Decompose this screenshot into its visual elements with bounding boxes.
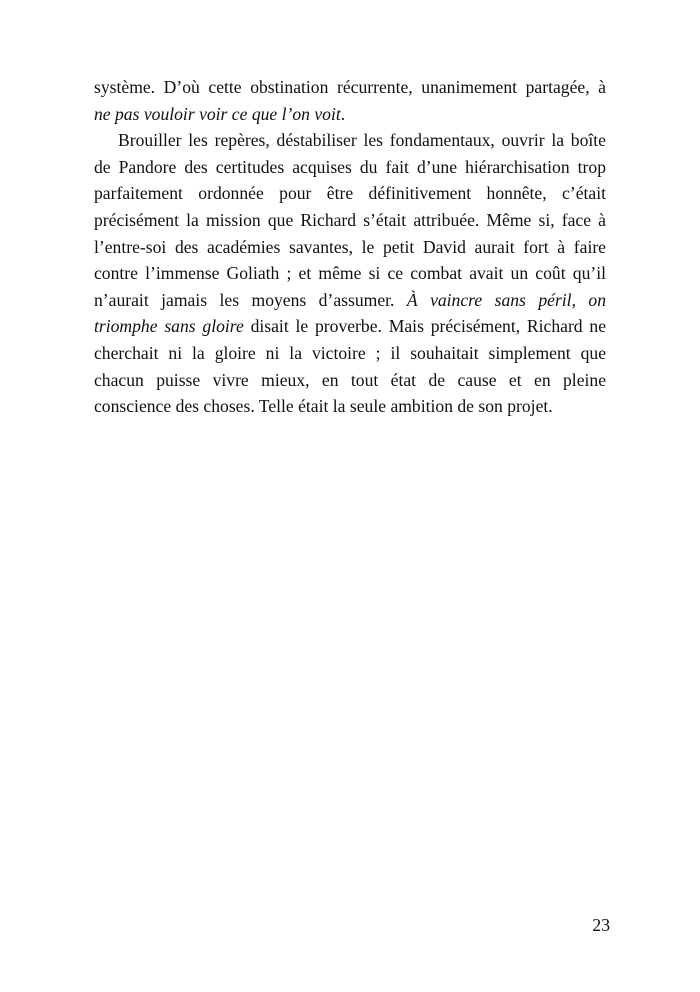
text-line: [94, 154, 606, 181]
text-line: [94, 340, 606, 367]
text-line: [94, 234, 606, 261]
text-line: [94, 207, 606, 234]
text-segment: parfaitement ordonnée pour être définitivement honnête, c’était: [94, 183, 606, 204]
text-segment: contre l’immense Goliath ; et même si ce combat avait un coût qu’il: [94, 263, 606, 284]
text-segment: précisément la mission que Richard s’était attribuée. Même si, face à: [94, 209, 606, 230]
text-segment: .: [340, 103, 346, 124]
text-segment: système. D’où cette obstination récurrente, unanimement partagée, à: [94, 77, 606, 97]
text-segment-italic: À vaincre sans péril, on: [406, 289, 607, 310]
text-line: [94, 260, 606, 287]
text-segment: chacun puisse vivre mieux, en tout état de cause et en pleine: [94, 369, 606, 390]
text-segment: disait le proverbe. Mais précisément, Richard ne: [243, 316, 606, 337]
text-line: [94, 101, 606, 128]
body-text: [94, 74, 606, 420]
text-line: [94, 287, 606, 314]
text-segment: n’aurait jamais les moyens d’assumer.: [94, 289, 407, 310]
page-number: 23: [592, 915, 610, 935]
text-segment: l’entre-soi des académies savantes, le petit David aurait fort à faire: [94, 236, 606, 257]
text-line: [94, 127, 606, 154]
text-segment: de Pandore des certitudes acquises du fait d’une hiérarchisation trop: [94, 156, 606, 177]
text-segment: cherchait ni la gloire ni la victoire ; il souhaitait simplement que: [94, 342, 606, 363]
text-segment-italic: triomphe sans gloire: [94, 316, 244, 337]
text-line: [94, 74, 606, 101]
text-line: [94, 313, 606, 340]
text-line: [94, 180, 606, 207]
text-line: [94, 393, 606, 420]
text-segment: conscience des choses. Telle était la seule ambition de son projet.: [94, 396, 553, 417]
text-segment-italic: ne pas vouloir voir ce que l’on voit: [94, 103, 341, 124]
text-segment: Brouiller les repères, déstabiliser les fondamentaux, ouvrir la boîte: [118, 130, 606, 151]
text-line: [94, 367, 606, 394]
